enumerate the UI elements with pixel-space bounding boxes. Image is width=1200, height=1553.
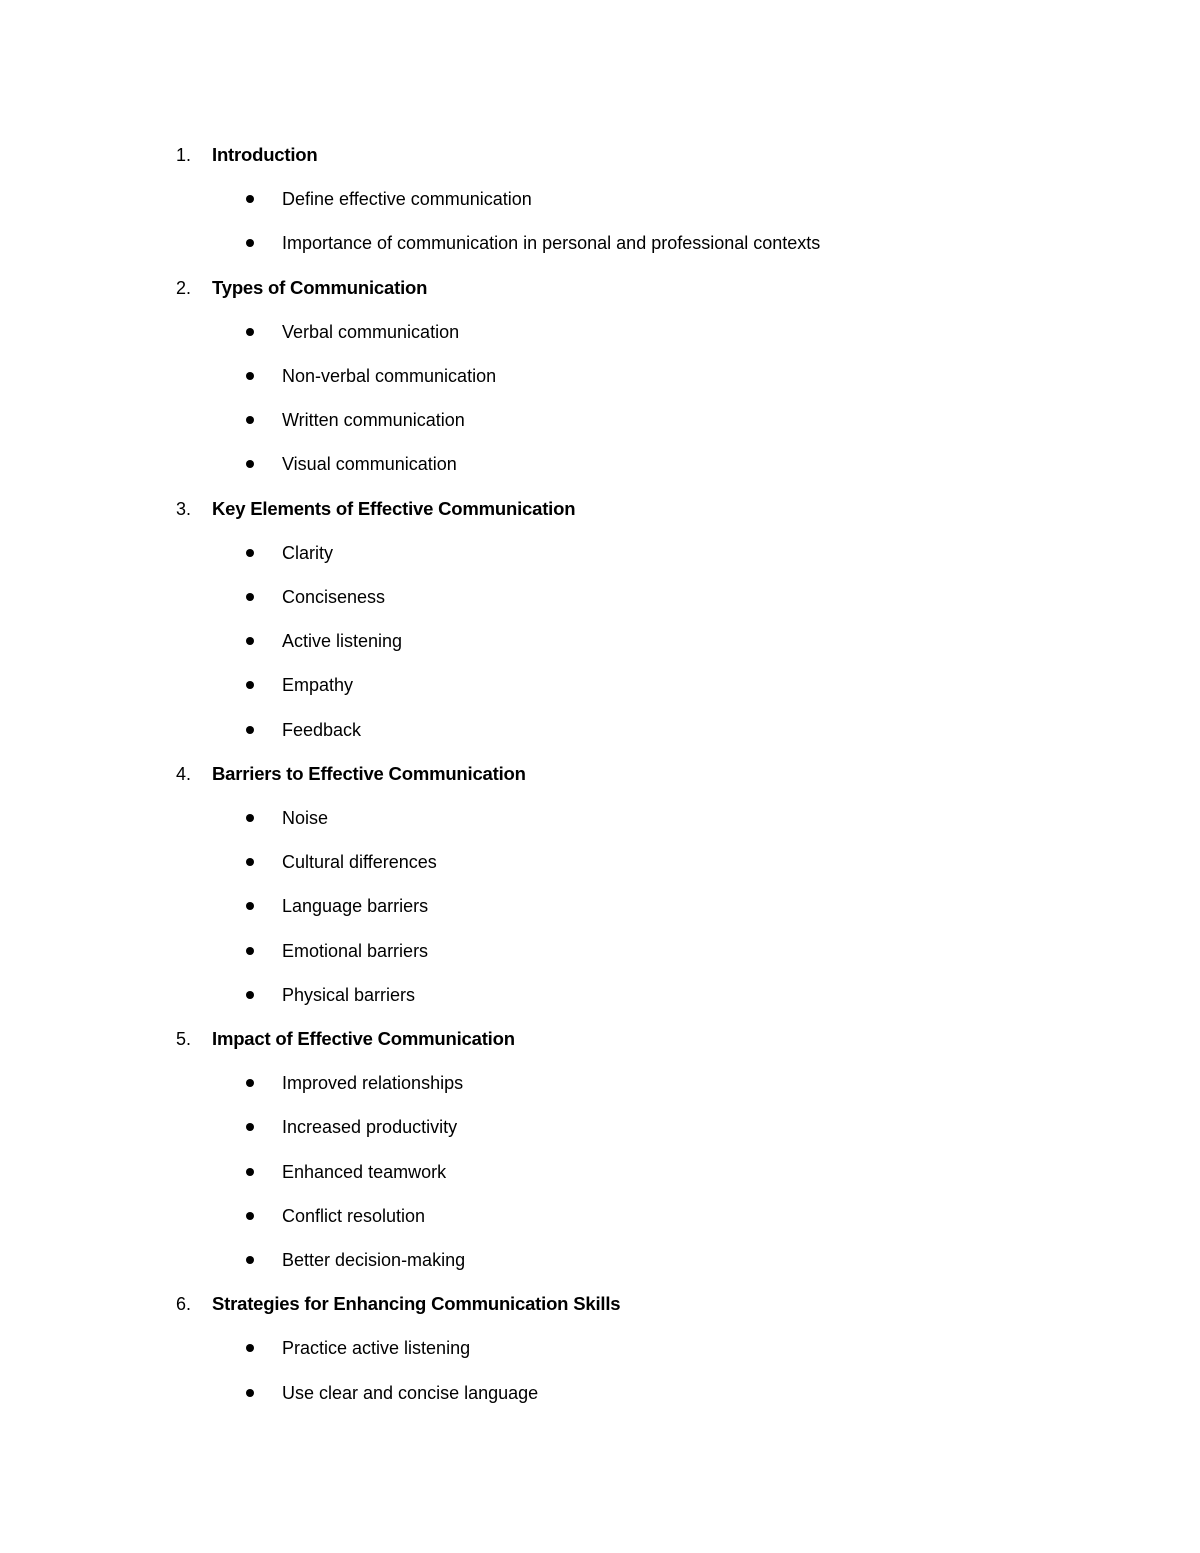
list-item-text: Conflict resolution <box>282 1205 426 1226</box>
list-item-text: Increased productivity <box>282 1117 458 1138</box>
outline-section-heading <box>0 140 1200 170</box>
bullet-icon <box>246 858 254 866</box>
list-item <box>0 803 1200 833</box>
bullet-icon <box>246 328 254 336</box>
list-item-text: Verbal communication <box>282 321 460 342</box>
list-item <box>0 1068 1200 1098</box>
bullet-icon <box>246 947 254 955</box>
list-item <box>0 670 1200 700</box>
outline-section-heading <box>0 1289 1200 1319</box>
list-item <box>0 1333 1200 1363</box>
list-item <box>0 980 1200 1010</box>
section-title: Types of Communication <box>212 276 428 298</box>
list-item <box>0 1201 1200 1231</box>
section-title: Strategies for Enhancing Communication Skills <box>212 1293 621 1315</box>
bullet-icon <box>246 460 254 468</box>
bullet-icon <box>246 195 254 203</box>
section-number: 6. <box>176 1294 192 1315</box>
section-title: Introduction <box>212 144 318 165</box>
bullet-icon <box>246 681 254 689</box>
list-item-text: Conciseness <box>282 587 386 607</box>
outline-section-heading <box>0 759 1200 789</box>
list-item <box>0 936 1200 966</box>
list-item-text: Noise <box>282 808 329 828</box>
list-item <box>0 1378 1200 1408</box>
list-item-text: Use clear and concise language <box>282 1382 539 1403</box>
bullet-icon <box>246 1344 254 1352</box>
outline-section-heading <box>0 494 1200 524</box>
list-item-text: Non-verbal communication <box>282 366 497 386</box>
list-item-text: Active listening <box>282 631 403 652</box>
section-number: 5. <box>176 1029 192 1049</box>
section-number: 1. <box>176 145 192 165</box>
outline-section-heading <box>0 1024 1200 1054</box>
list-item <box>0 317 1200 347</box>
list-item <box>0 891 1200 921</box>
bullet-icon <box>246 814 254 822</box>
bullet-icon <box>246 991 254 999</box>
list-item-text: Practice active listening <box>282 1338 471 1359</box>
list-item-text: Physical barriers <box>282 984 416 1005</box>
list-item <box>0 1112 1200 1142</box>
list-item-text: Written communication <box>282 410 465 431</box>
bullet-icon <box>246 372 254 380</box>
list-item-text: Enhanced teamwork <box>282 1161 447 1182</box>
section-number: 2. <box>176 277 192 298</box>
list-item-text: Emotional barriers <box>282 940 429 961</box>
list-item <box>0 228 1200 258</box>
list-item-text: Importance of communication in personal and professional contexts <box>282 233 821 254</box>
bullet-icon <box>246 726 254 734</box>
list-item-text: Define effective communication <box>282 189 532 210</box>
list-item <box>0 715 1200 745</box>
list-item-text: Improved relationships <box>282 1073 464 1094</box>
list-item-text: Feedback <box>282 719 362 740</box>
section-title: Barriers to Effective Communication <box>212 762 526 784</box>
bullet-icon <box>246 239 254 247</box>
bullet-icon <box>246 593 254 601</box>
bullet-icon <box>246 1389 254 1397</box>
list-item <box>0 847 1200 877</box>
bullet-icon <box>246 1079 254 1087</box>
list-item-text: Clarity <box>282 542 334 563</box>
list-item <box>0 184 1200 214</box>
bullet-icon <box>246 637 254 645</box>
list-item <box>0 449 1200 479</box>
list-item-text: Better decision-making <box>282 1250 466 1270</box>
section-title: Impact of Effective Communication <box>212 1028 515 1049</box>
list-item <box>0 626 1200 656</box>
bullet-icon <box>246 1212 254 1220</box>
outline-section-heading <box>0 273 1200 303</box>
bullet-icon <box>246 416 254 424</box>
list-item <box>0 538 1200 568</box>
bullet-icon <box>246 549 254 557</box>
list-item <box>0 361 1200 391</box>
bullet-icon <box>246 1168 254 1176</box>
bullet-icon <box>246 1256 254 1264</box>
section-number: 3. <box>176 498 192 519</box>
section-number: 4. <box>176 763 192 784</box>
list-item <box>0 582 1200 612</box>
list-item-text: Language barriers <box>282 896 429 917</box>
section-title: Key Elements of Effective Communication <box>212 497 576 519</box>
list-item <box>0 1157 1200 1187</box>
bullet-icon <box>246 1123 254 1131</box>
list-item-text: Visual communication <box>282 454 457 475</box>
list-item-text: Empathy <box>282 675 354 696</box>
list-item <box>0 1245 1200 1275</box>
list-item <box>0 405 1200 435</box>
list-item-text: Cultural differences <box>282 852 437 873</box>
bullet-icon <box>246 902 254 910</box>
